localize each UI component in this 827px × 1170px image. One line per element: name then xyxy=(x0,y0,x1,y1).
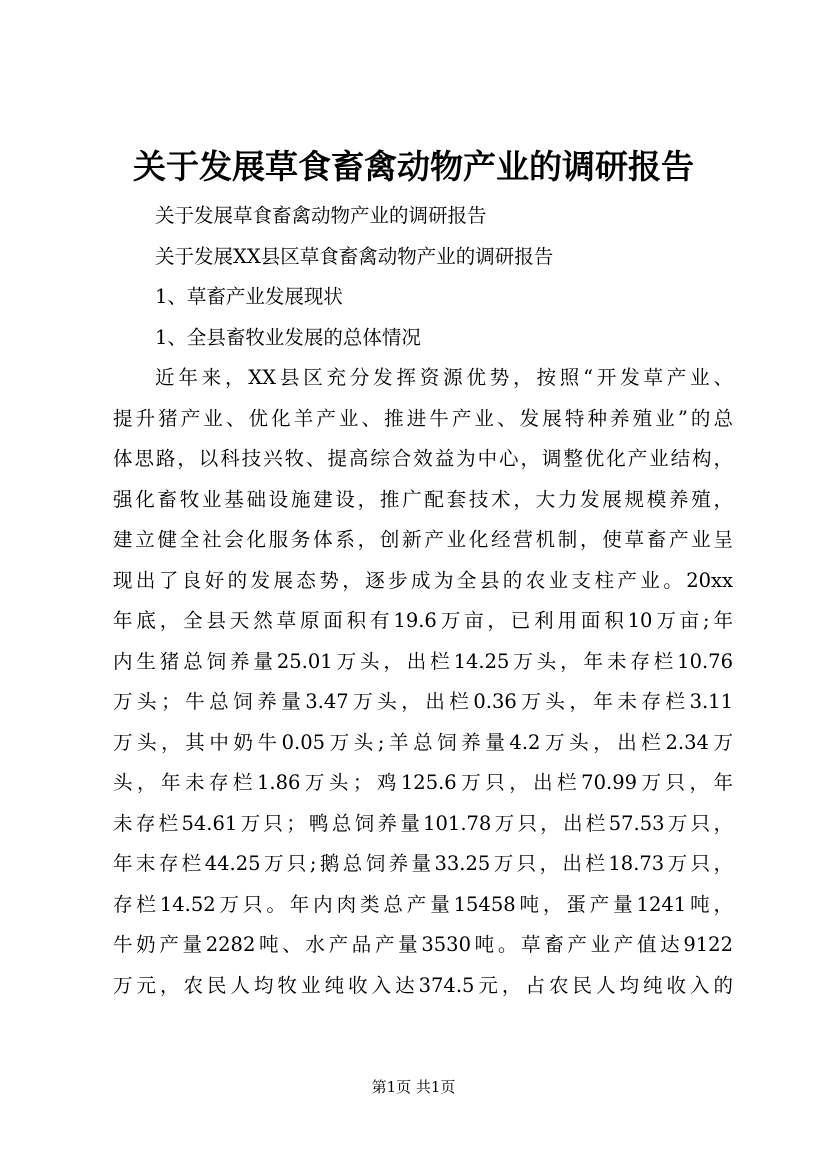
paragraph-line: 年底，全县天然草原面积有19.6万亩，已利用面积10万亩;年 xyxy=(113,609,733,632)
paragraph-line: 万元，农民人均牧业纯收入达374.5元，占农民人均纯收入的 xyxy=(113,973,733,997)
section-heading: 1、草畜产业发展现状 xyxy=(155,285,343,308)
paragraph-line: 提升猪产业、优化羊产业、推进牛产业、发展特种养殖业”的总 xyxy=(113,406,733,430)
document-title: 关于发展草食畜禽动物产业的调研报告 xyxy=(133,147,694,186)
paragraph-line: 现出了良好的发展态势，逐步成为全县的农业支柱产业。20xx xyxy=(113,568,733,592)
paragraph-line: 万头；牛总饲养量3.47万头，出栏0.36万头，年未存栏3.11 xyxy=(113,690,733,713)
subtitle-line: 关于发展草食畜禽动物产业的调研报告 xyxy=(155,204,487,227)
paragraph-line: 牛奶产量2282吨、水产品产量3530吨。草畜产业产值达9122 xyxy=(113,933,733,956)
document-body xyxy=(113,196,733,1006)
paragraph-line: 头，年未存栏1.86万头；鸡125.6万只，出栏70.99万只，年 xyxy=(113,771,733,794)
paragraph-line: 内生猪总饲养量25.01万头，出栏14.25万头，年未存栏10.76 xyxy=(113,649,733,673)
paragraph-line: 存栏14.52万只。年内肉类总产量15458吨，蛋产量1241吨， xyxy=(113,892,733,916)
paragraph-line: 体思路，以科技兴牧、提高综合效益为中心，调整优化产业结构， xyxy=(113,447,733,470)
paragraph-line: 建立健全社会化服务体系，创新产业化经营机制，使草畜产业呈 xyxy=(113,528,733,551)
section-heading: 1、全县畜牧业发展的总体情况 xyxy=(155,325,421,349)
subtitle-line: 关于发展XX县区草食畜禽动物产业的调研报告 xyxy=(155,244,554,268)
paragraph-line: 年末存栏44.25万只;鹅总饲养量33.25万只，出栏18.73万只， xyxy=(113,852,733,875)
paragraph-line: 强化畜牧业基础设施建设，推广配套技术，大力发展规模养殖， xyxy=(113,487,733,511)
paragraph-line: 未存栏54.61万只；鸭总饲养量101.78万只，出栏57.53万只， xyxy=(113,811,733,835)
paragraph-line: 近年来，XX县区充分发挥资源优势，按照“开发草产业、 xyxy=(155,366,733,389)
page-number-footer: 第1页 共1页 xyxy=(371,1078,456,1096)
paragraph-line: 万头，其中奶牛0.05万头;羊总饲养量4.2万头，出栏2.34万 xyxy=(113,730,733,754)
